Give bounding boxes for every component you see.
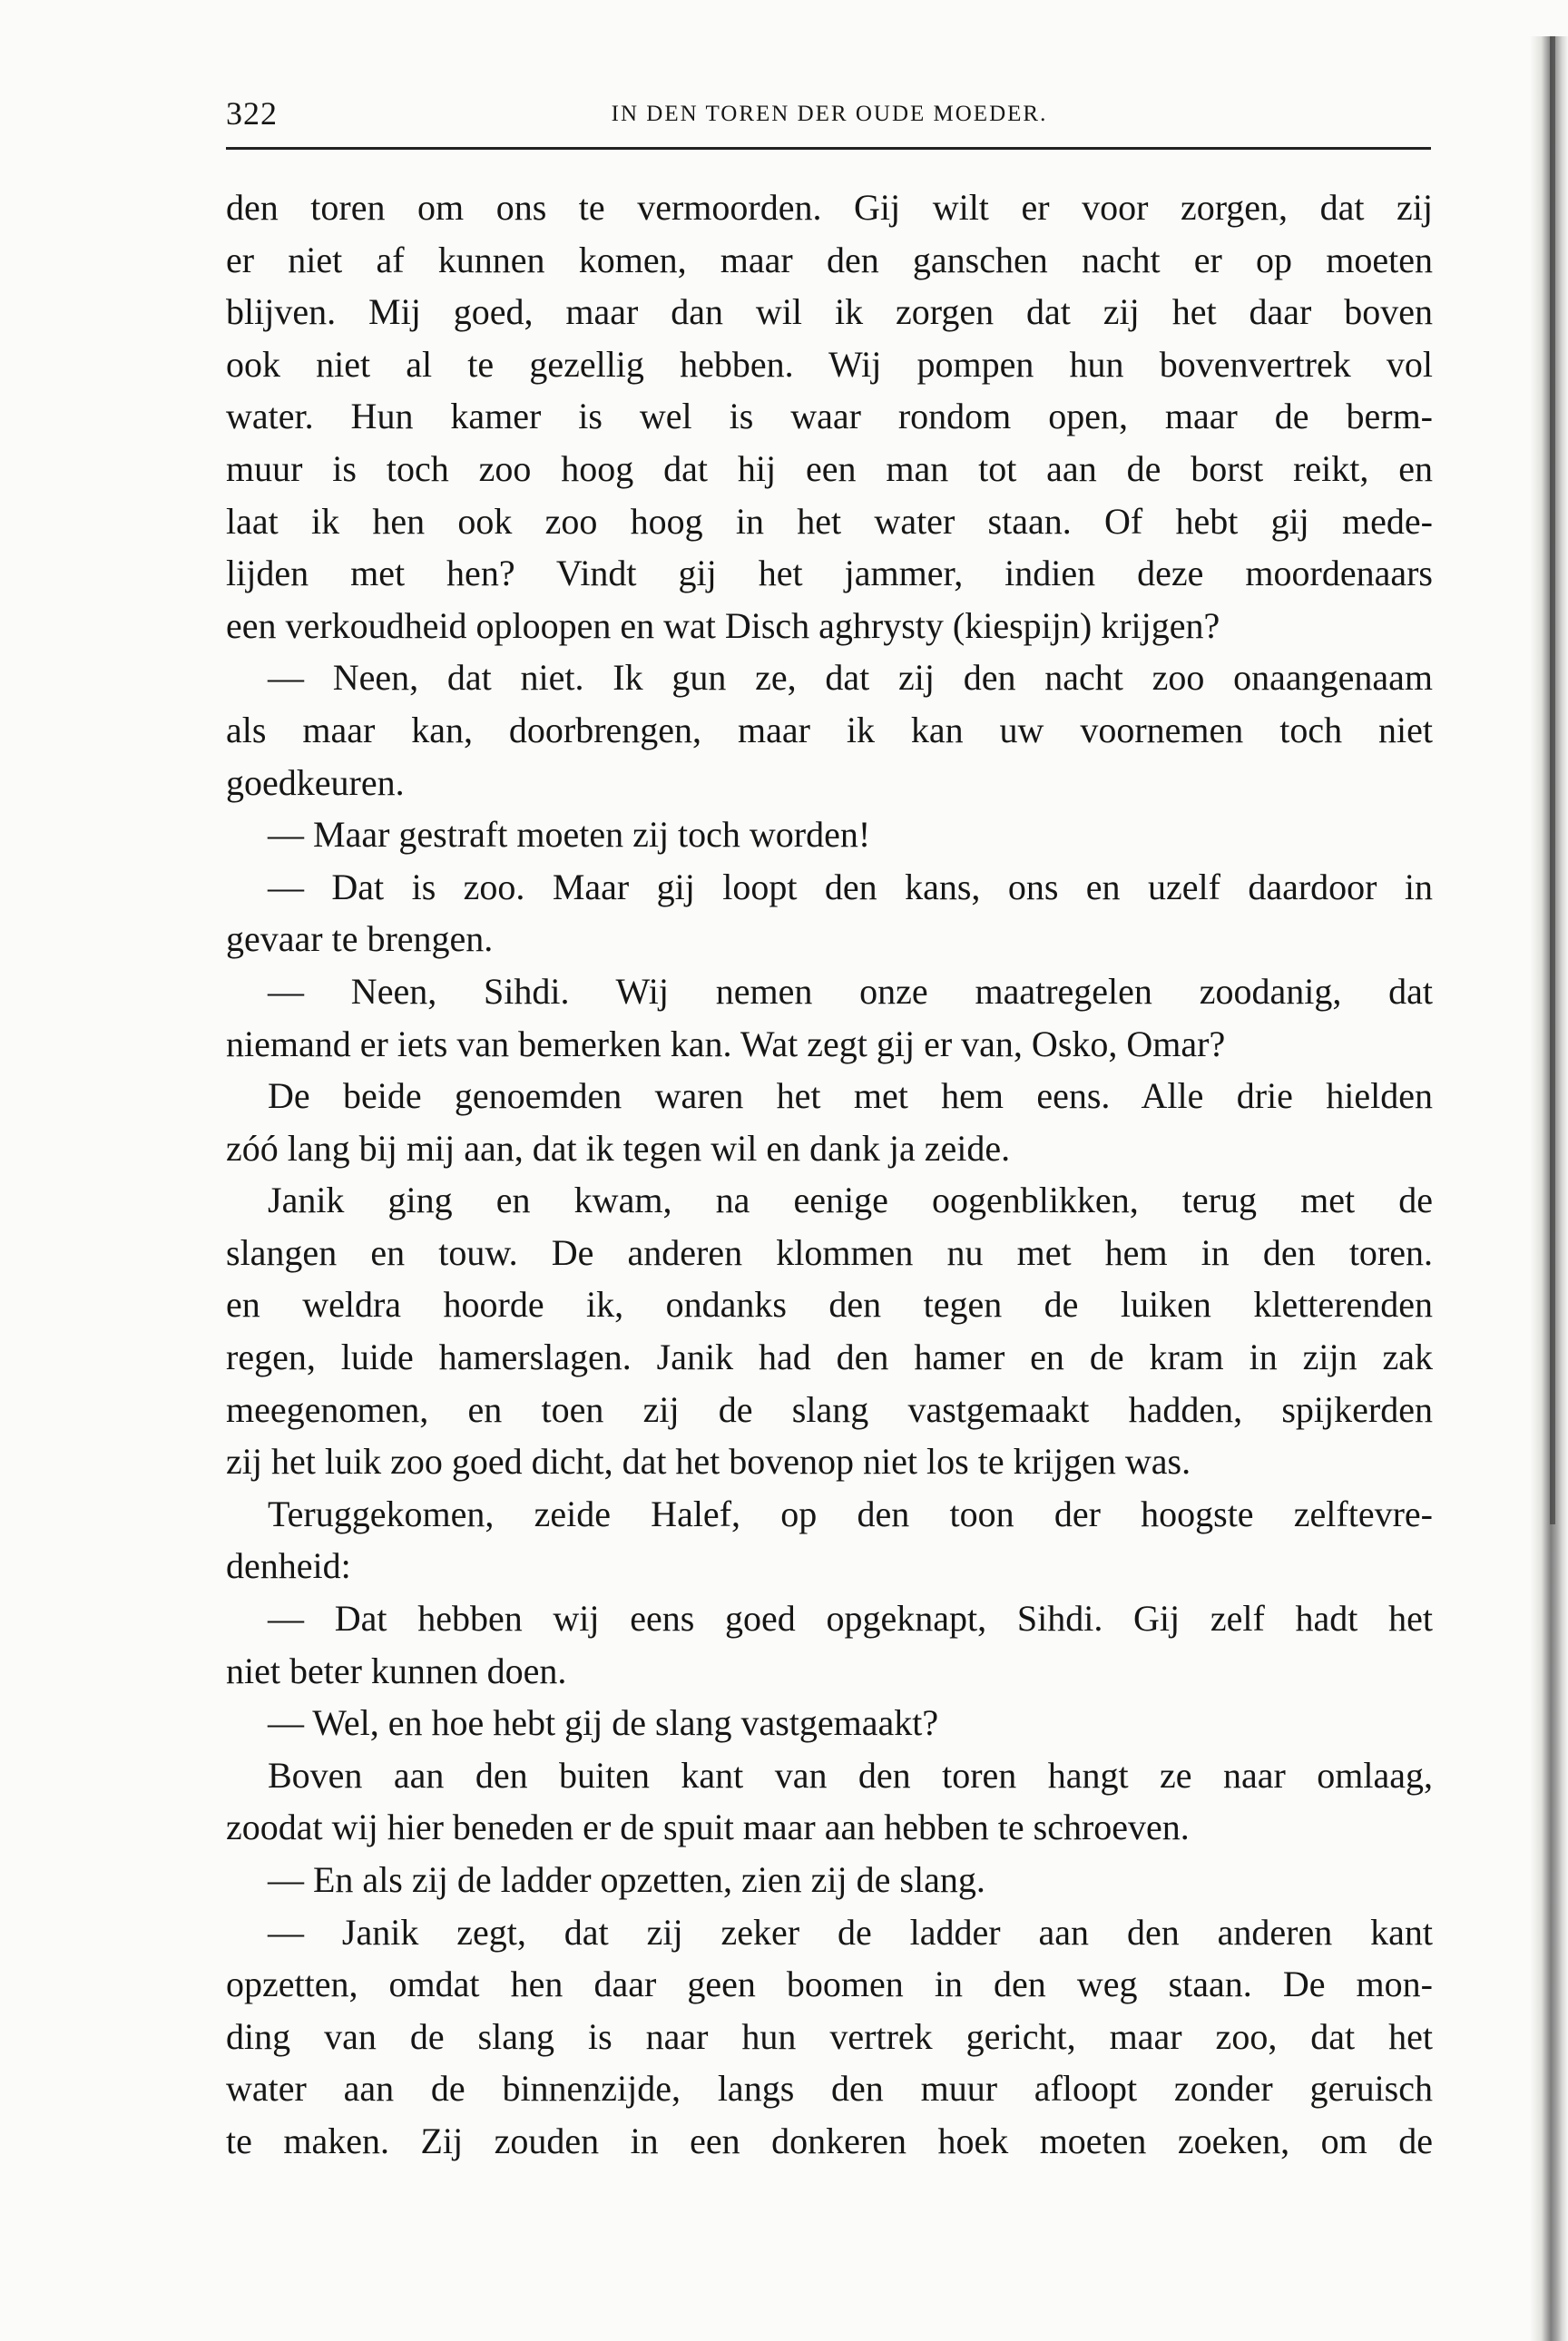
paragraph bbox=[226, 1174, 1433, 1488]
text-line: denheid: bbox=[226, 1545, 351, 1587]
text-line: ding van de slang is naar hun vertrek gericht, maar zoo, dat het bbox=[226, 2015, 1433, 2057]
page-binding-shadow bbox=[1550, 36, 1555, 1524]
text-line: zij het luik zoo goed dicht, dat het bovenop niet los te krijgen was. bbox=[226, 1441, 1191, 1483]
text-line: — Maar gestraft moeten zij toch worden! bbox=[268, 814, 871, 856]
text-line: — Wel, en hoe hebt gij de slang vastgemaakt? bbox=[268, 1702, 939, 1744]
paragraph bbox=[226, 1697, 1433, 1749]
text-line: laat ik hen ook zoo hoog in het water staan. Of hebt gij mede- bbox=[226, 500, 1433, 542]
text-line: opzetten, omdat hen daar geen boomen in den weg staan. De mon- bbox=[226, 1964, 1433, 2005]
text-line: blijven. Mij goed, maar dan wil ik zorgen dat zij het daar boven bbox=[226, 291, 1433, 333]
text-line: De beide genoemden waren het met hem eens. Alle drie hielden bbox=[268, 1075, 1433, 1117]
page-binding-edge bbox=[1530, 36, 1568, 2341]
text-line: en weldra hoorde ik, ondanks den tegen de luiken kletterenden bbox=[226, 1284, 1433, 1326]
text-line: zóó lang bij mij aan, dat ik tegen wil en dank ja zeide. bbox=[226, 1127, 1011, 1169]
text-line: Janik ging en kwam, na eenige oogenblikken, terug met de bbox=[268, 1180, 1433, 1221]
text-line: — Dat hebben wij eens goed opgeknapt, Sihdi. Gij zelf hadt het bbox=[268, 1598, 1433, 1640]
text-line: zoodat wij hier beneden er de spuit maar aan hebben te schroeven. bbox=[226, 1807, 1190, 1848]
running-header bbox=[226, 94, 1433, 136]
text-line: water aan de binnenzijde, langs den muur afloopt zonder geruisch bbox=[226, 2068, 1433, 2110]
text-line: — Dat is zoo. Maar gij loopt den kans, ons en uzelf daardoor in bbox=[268, 866, 1433, 907]
text-line: een verkoudheid oploopen en wat Disch aghrysty (kiespijn) krijgen? bbox=[226, 604, 1220, 646]
paragraph bbox=[226, 965, 1433, 1070]
text-line: slangen en touw. De anderen klommen nu met hem in den toren. bbox=[226, 1231, 1433, 1273]
paragraph bbox=[226, 1906, 1433, 2168]
text-line: goedkeuren. bbox=[226, 761, 405, 803]
text-line: muur is toch zoo hoog dat hij een man tot aan de borst reikt, en bbox=[226, 447, 1433, 489]
text-line: te maken. Zij zouden in een donkeren hoek moeten zoeken, om de bbox=[226, 2120, 1433, 2161]
text-line: ook niet al te gezellig hebben. Wij pompen hun bovenvertrek vol bbox=[226, 343, 1433, 385]
text-line: — Neen, dat niet. Ik gun ze, dat zij den nacht zoo onaangenaam bbox=[268, 657, 1433, 699]
text-line: — En als zij de ladder opzetten, zien zij de slang. bbox=[268, 1859, 985, 1900]
text-line: niet beter kunnen doen. bbox=[226, 1650, 567, 1691]
paragraph bbox=[226, 1592, 1433, 1697]
text-line: Teruggekomen, zeide Halef, op den toon der hoogste zelftevre- bbox=[268, 1493, 1433, 1534]
text-line: regen, luide hamerslagen. Janik had den hamer en de kram in zijn zak bbox=[226, 1337, 1433, 1378]
paragraph bbox=[226, 808, 1433, 861]
running-title: IN DEN TOREN DER OUDE MOEDER. bbox=[611, 102, 1048, 126]
text-line: — Janik zegt, dat zij zeker de ladder aan den anderen kant bbox=[268, 1911, 1433, 1953]
text-line: niemand er iets van bemerken kan. Wat zegt gij er van, Osko, Omar? bbox=[226, 1023, 1226, 1064]
header-rule bbox=[226, 147, 1431, 150]
paragraph bbox=[226, 861, 1433, 965]
text-line: Boven aan den buiten kant van den toren hangt ze naar omlaag, bbox=[268, 1754, 1433, 1796]
page-number: 322 bbox=[226, 95, 278, 132]
text-line: gevaar te brengen. bbox=[226, 918, 494, 960]
paragraph bbox=[226, 1488, 1433, 1592]
text-line: er niet af kunnen komen, maar den ganschen nacht er op moeten bbox=[226, 239, 1433, 280]
text-line: den toren om ons te vermoorden. Gij wilt er voor zorgen, dat zij bbox=[226, 187, 1433, 228]
text-line: water. Hun kamer is wel is waar rondom open, maar de berm- bbox=[226, 396, 1433, 437]
text-line: lijden met hen? Vindt gij het jammer, indien deze moordenaars bbox=[226, 553, 1433, 594]
text-line: als maar kan, doorbrengen, maar ik kan uw voornemen toch niet bbox=[226, 709, 1433, 750]
paragraph bbox=[226, 1070, 1433, 1174]
paragraph bbox=[226, 181, 1433, 651]
text-line: — Neen, Sihdi. Wij nemen onze maatregelen zoodanig, dat bbox=[268, 970, 1433, 1012]
page-body-text bbox=[226, 181, 1433, 2168]
paragraph bbox=[226, 651, 1433, 808]
paragraph bbox=[226, 1854, 1433, 1906]
paragraph bbox=[226, 1749, 1433, 1854]
text-line: meegenomen, en toen zij de slang vastgemaakt hadden, spijkerden bbox=[226, 1388, 1433, 1430]
